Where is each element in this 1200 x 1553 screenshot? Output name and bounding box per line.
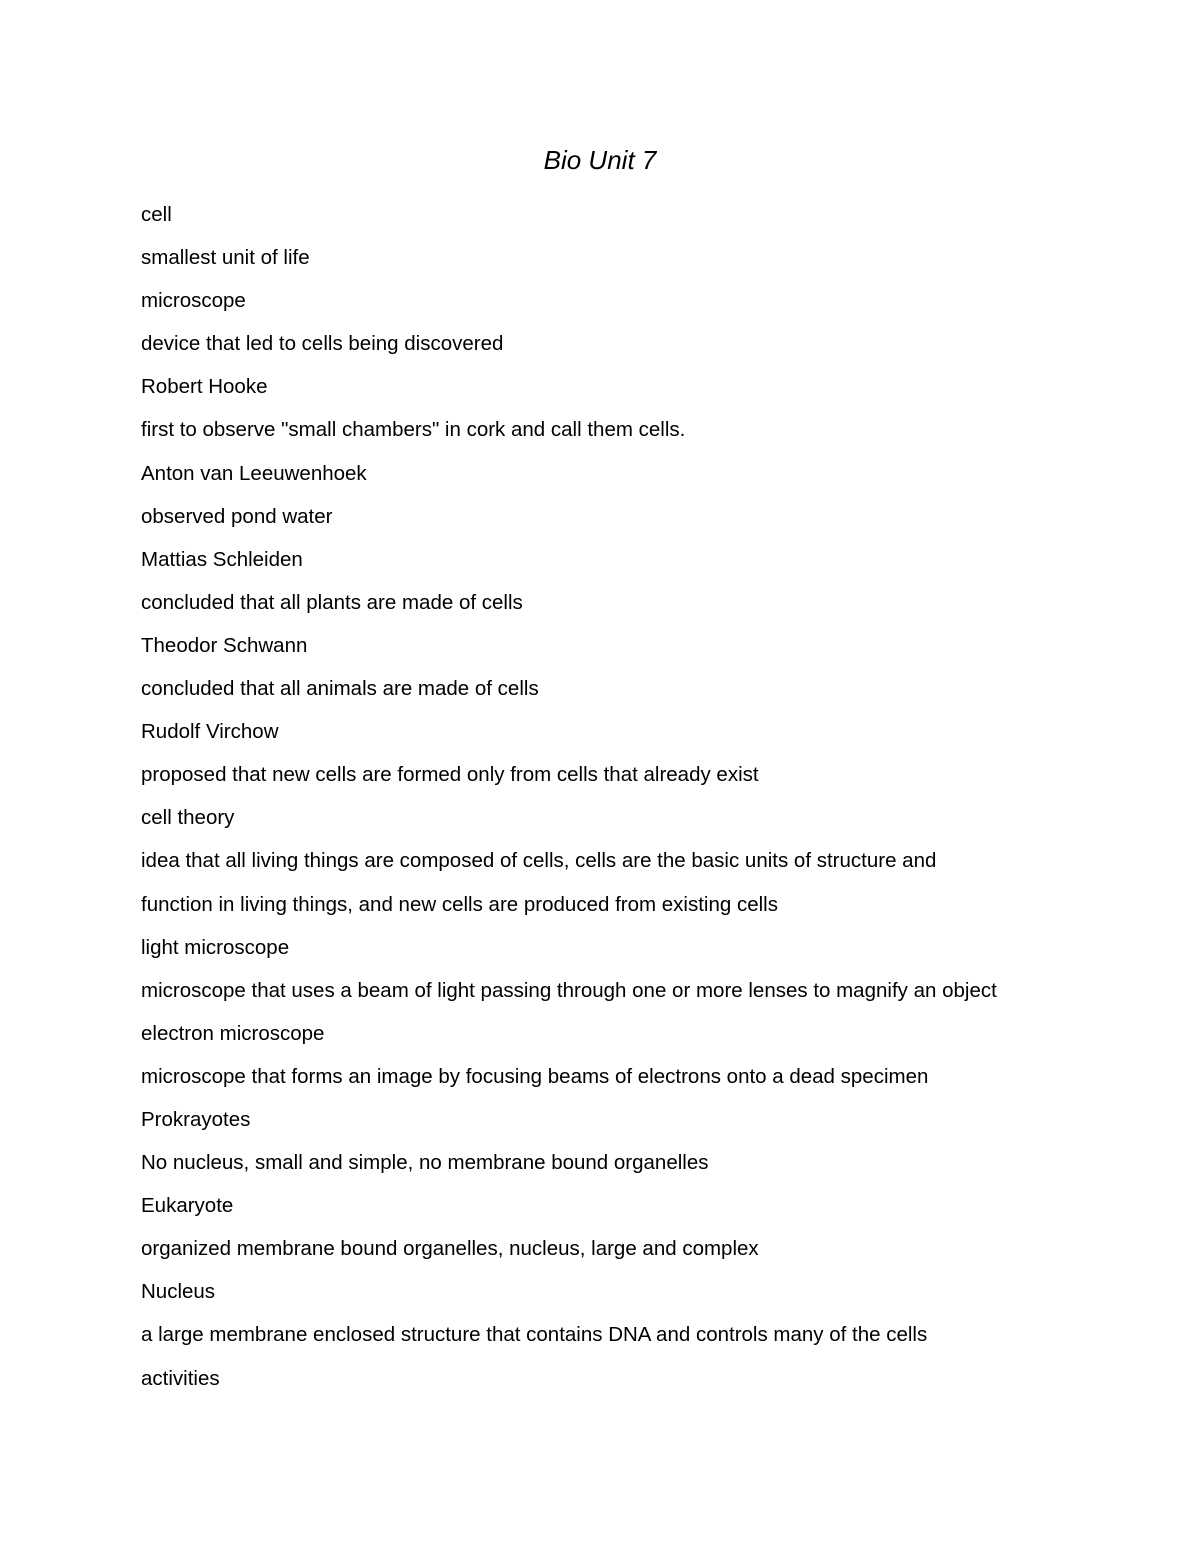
text-line: Nucleus bbox=[141, 1280, 216, 1304]
text-line: device that led to cells being discovered bbox=[141, 332, 504, 356]
text-line: activities bbox=[141, 1366, 220, 1390]
text-line: a large membrane enclosed structure that contains DNA and controls many of the cells bbox=[141, 1323, 928, 1347]
text-line: cell theory bbox=[141, 806, 235, 830]
text-line: Rudolf Virchow bbox=[141, 720, 279, 744]
text-line: concluded that all animals are made of cells bbox=[141, 677, 539, 701]
text-line: Eukaryote bbox=[141, 1194, 234, 1218]
notes-list bbox=[141, 193, 1141, 1400]
text-line: electron microscope bbox=[141, 1021, 325, 1045]
text-line: microscope that forms an image by focusing beams of electrons onto a dead specimen bbox=[141, 1064, 929, 1088]
text-line: microscope bbox=[141, 289, 246, 313]
text-line: cell bbox=[141, 203, 172, 226]
text-line: Robert Hooke bbox=[141, 375, 268, 399]
text-line: idea that all living things are composed of cells, cells are the basic units of structure and bbox=[141, 849, 937, 873]
text-line: organized membrane bound organelles, nucleus, large and complex bbox=[141, 1237, 759, 1261]
text-line: Theodor Schwann bbox=[141, 633, 308, 657]
text-line: Prokrayotes bbox=[141, 1107, 251, 1131]
text-line: Mattias Schleiden bbox=[141, 547, 303, 571]
text-line: first to observe "small chambers" in cork and call them cells. bbox=[141, 418, 686, 442]
text-line: No nucleus, small and simple, no membrane bound organelles bbox=[141, 1151, 709, 1175]
text-line: concluded that all plants are made of cells bbox=[141, 590, 523, 614]
text-line: observed pond water bbox=[141, 504, 333, 528]
text-line: function in living things, and new cells are produced from existing cells bbox=[141, 892, 778, 916]
text-line: microscope that uses a beam of light passing through one or more lenses to magnify an object bbox=[141, 978, 997, 1002]
text-line: proposed that new cells are formed only from cells that already exist bbox=[141, 763, 759, 787]
page-title: Bio Unit 7 bbox=[543, 145, 657, 175]
text-line: smallest unit of life bbox=[141, 246, 310, 270]
text-line: light microscope bbox=[141, 935, 290, 959]
text-line: Anton van Leeuwenhoek bbox=[141, 461, 367, 485]
